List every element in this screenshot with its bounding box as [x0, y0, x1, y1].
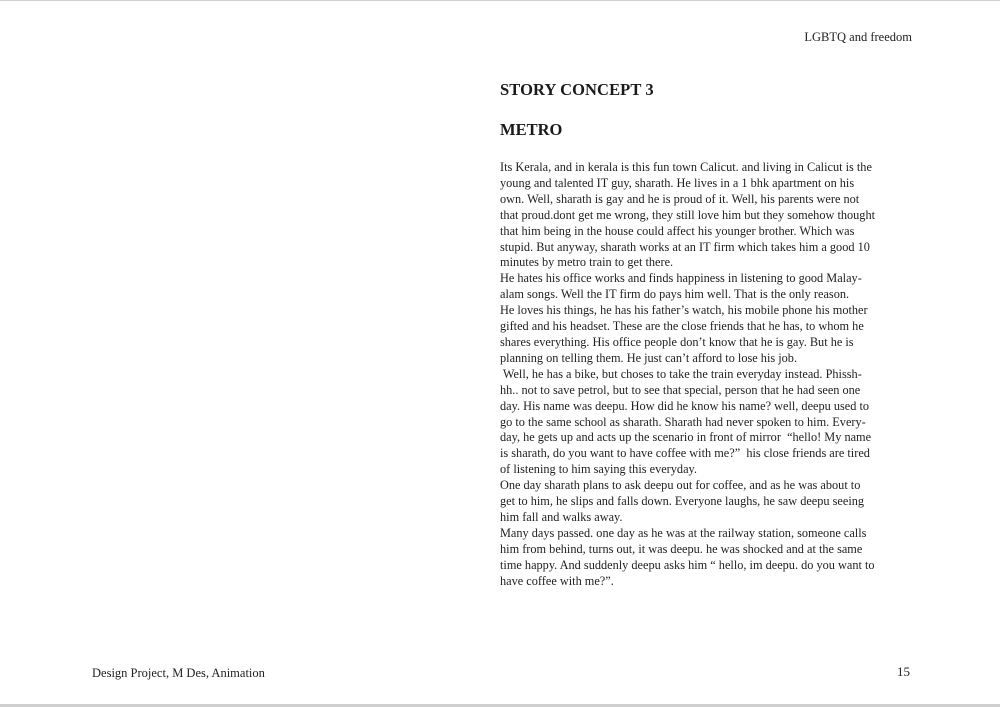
body-line: minutes by metro train to get there.: [500, 255, 674, 270]
body-line: him fall and walks away.: [500, 509, 623, 524]
body-line: Many days passed. one day as he was at the railway station, someone calls: [500, 525, 867, 540]
story-title: METRO: [500, 120, 563, 139]
page-number: 15: [897, 664, 910, 679]
body-line: stupid. But anyway, sharath works at an IT firm which takes him a good 10: [500, 239, 870, 254]
body-line: alam songs. Well the IT firm do pays him well. That is the only reason.: [500, 287, 850, 302]
body-line: is sharath, do you want to have coffee with me?” his close friends are tired: [500, 446, 870, 461]
body-line: hh.. not to save petrol, but to see that special, person that he had seen one: [500, 382, 861, 397]
body-line: get to him, he slips and falls down. Everyone laughs, he saw deepu seeing: [500, 494, 865, 509]
body-line: He hates his office works and finds happiness in listening to good Malay-: [500, 271, 862, 286]
body-line: have coffee with me?”.: [500, 573, 614, 588]
footer-project-label: Design Project, M Des, Animation: [92, 666, 265, 680]
body-line: young and talented IT guy, sharath. He lives in a 1 bhk apartment on his: [500, 175, 855, 190]
body-line: own. Well, sharath is gay and he is proud of it. Well, his parents were not: [500, 191, 860, 206]
body-line: him from behind, turns out, it was deepu. he was shocked and at the same: [500, 541, 863, 556]
body-line: Its Kerala, and in kerala is this fun town Calicut. and living in Calicut is the: [500, 160, 872, 174]
body-line: Well, he has a bike, but choses to take the train everyday instead. Phissh-: [500, 366, 862, 381]
body-line: time happy. And suddenly deepu asks him “ hello, im deepu. do you want to: [500, 557, 875, 572]
running-header: LGBTQ and freedom: [804, 30, 912, 44]
body-line: gifted and his headset. These are the close friends that he has, to whom he: [500, 319, 864, 334]
body-line: go to the same school as sharath. Sharath had never spoken to him. Every-: [500, 414, 866, 429]
body-line: day. His name was deepu. How did he know his name? well, deepu used to: [500, 398, 870, 413]
body-line: of listening to him saying this everyday.: [500, 462, 697, 477]
body-line: He loves his things, he has his father’s watch, his mobile phone his mother: [500, 303, 868, 318]
top-border: [0, 0, 1000, 1]
page-title: STORY CONCEPT 3: [500, 80, 654, 99]
body-line: day, he gets up and acts up the scenario in front of mirror “hello! My name: [500, 430, 872, 445]
body-line: that proud.dont get me wrong, they still love him but they somehow thought: [500, 207, 876, 222]
body-line: planning on telling them. He just can’t afford to lose his job.: [500, 350, 798, 365]
story-body: [500, 160, 910, 589]
body-line: shares everything. His office people don’t know that he is gay. But he is: [500, 334, 854, 349]
body-line: that him being in the house could affect his younger brother. Which was: [500, 223, 855, 238]
body-line: One day sharath plans to ask deepu out for coffee, and as he was about to: [500, 478, 861, 493]
